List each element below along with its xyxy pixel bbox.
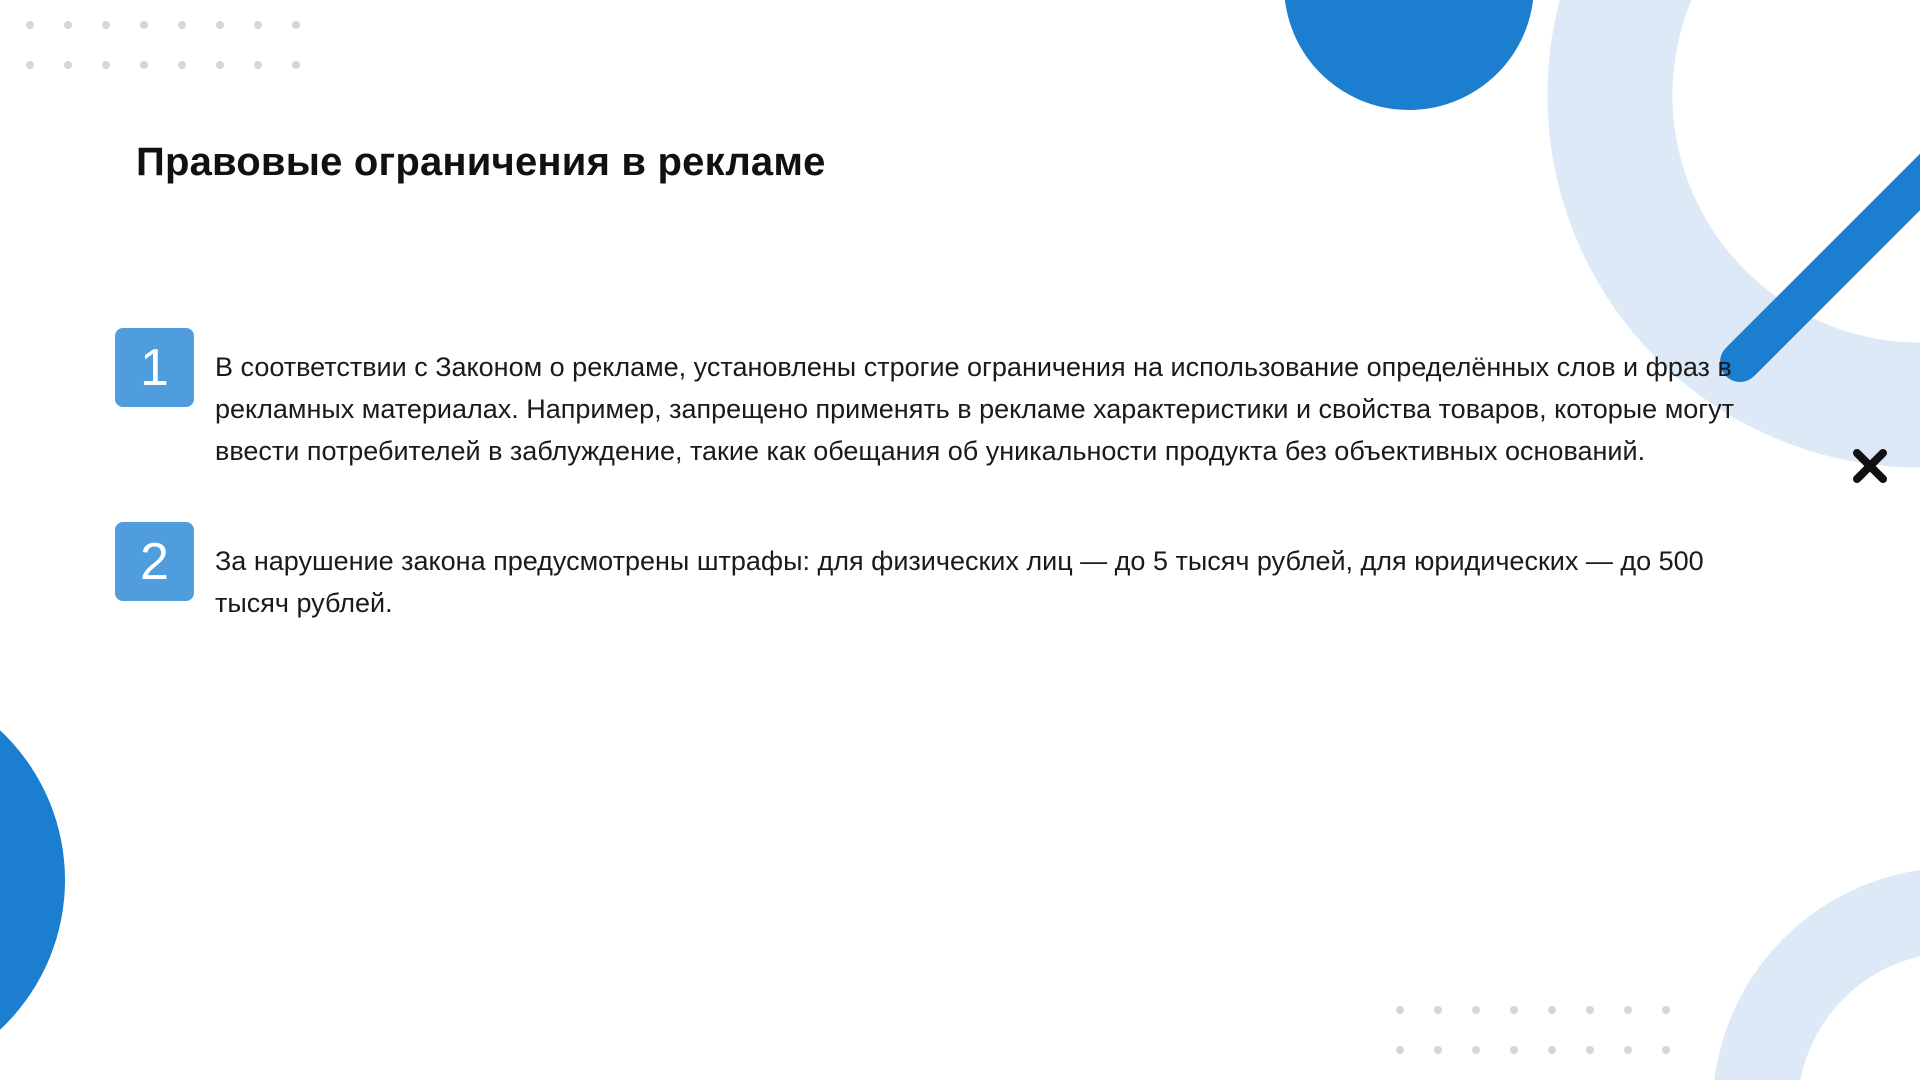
top-blue-circle — [1284, 0, 1534, 110]
bottom-right-ring — [1755, 910, 1920, 1080]
item-number-badge: 2 — [115, 522, 194, 601]
slide-title: Правовые ограничения в рекламе — [136, 140, 826, 184]
item-text: В соответствии с Законом о рекламе, установлены строгие ограничения на использование определённых слов и фраз в рекламных материалах. Например, запрещено применять в рекламе характеристики и свойства товаров, которые могут ввести потребителей в заблуждение, такие как обещания об уникальности продукта без объективных оснований. — [215, 352, 1734, 466]
bottom-right-dot-grid — [1396, 1006, 1670, 1054]
top-left-dot-grid — [26, 21, 300, 69]
list-item — [115, 328, 1775, 472]
bottom-left-blue-circle — [0, 675, 65, 1080]
item-number-badge: 1 — [115, 328, 194, 407]
list-item — [115, 522, 1775, 624]
close-icon[interactable] — [1849, 445, 1891, 487]
item-text: За нарушение закона предусмотрены штрафы: для физических лиц — до 5 тысяч рублей, для юридических — до 500 тысяч рублей. — [215, 546, 1704, 618]
